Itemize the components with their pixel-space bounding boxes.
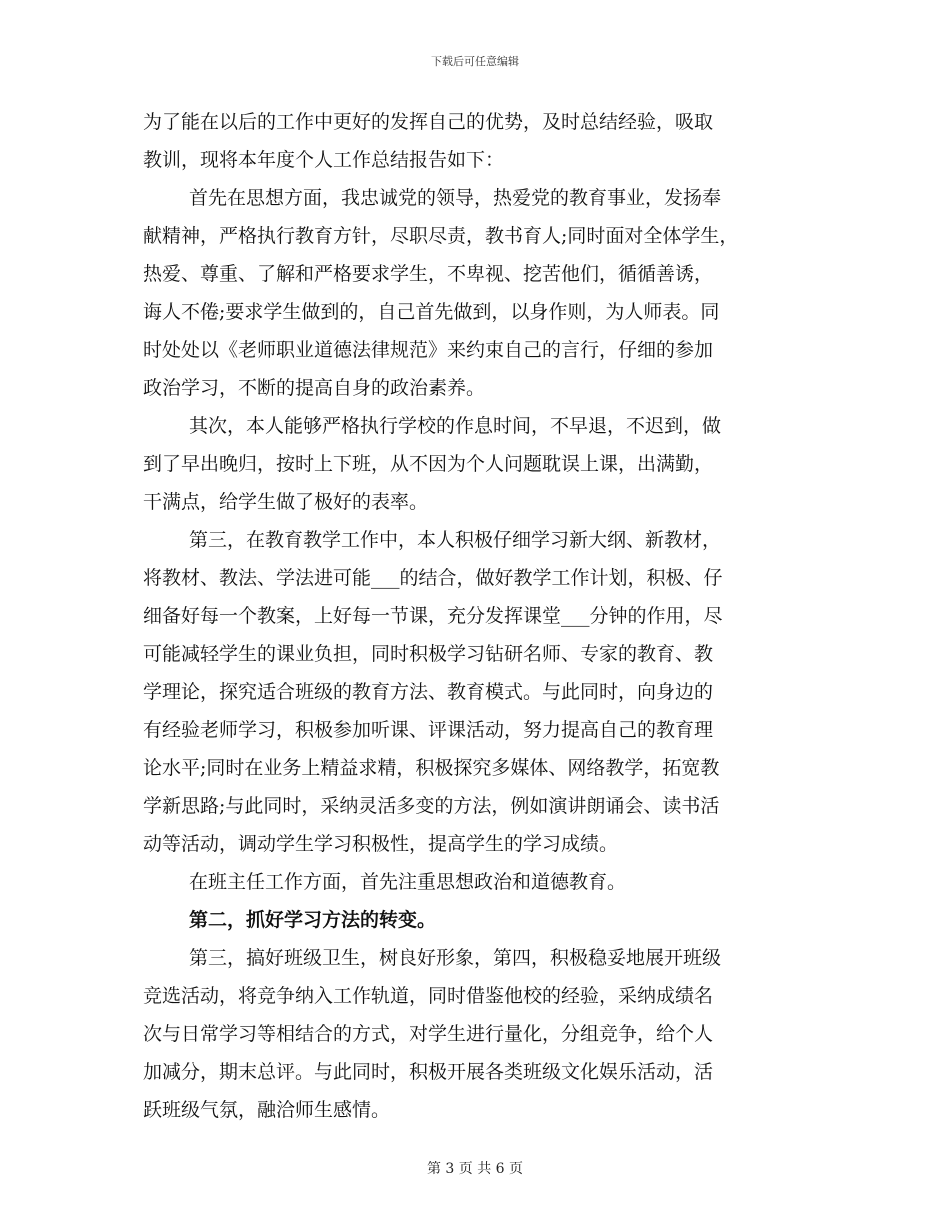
paragraph-start: 其次，本人能够严格执行学校的作息时间，不早退，不迟到，做 bbox=[189, 415, 722, 437]
paragraph-start: 在班主任工作方面，首先注重思想政治和道德教育。 bbox=[189, 871, 627, 893]
text-line: 政治学习，不断的提高自身的政治素养。 bbox=[143, 377, 486, 399]
paragraph-start: 第三，搞好班级卫生，树良好形象，第四，积极稳妥地展开班级 bbox=[189, 947, 722, 969]
paragraph-start: 首先在思想方面，我忠诚党的领导，热爱党的教育事业，发扬奉 bbox=[189, 187, 722, 209]
text-line: 教训，现将本年度个人工作总结报告如下： bbox=[143, 149, 505, 171]
section-heading: 第二，抓好学习方法的转变。 bbox=[189, 909, 437, 931]
text-line: 次与日常学习等相结合的方式，对学生进行量化，分组竞争，给个人 bbox=[143, 1023, 714, 1045]
text-line: 诲人不倦;要求学生做到的，自己首先做到，以身作则，为人师表。同 bbox=[143, 301, 720, 323]
page-header: 下载后可任意编辑 bbox=[431, 55, 519, 68]
text-line: 竞选活动，将竞争纳入工作轨道，同时借鉴他校的经验，采纳成绩名 bbox=[143, 985, 714, 1007]
text-line: 将教材、教法、学法进可能___的结合，做好教学工作计划，积极、仔 bbox=[143, 567, 723, 589]
page-footer: 第 3 页 共 6 页 bbox=[426, 1161, 524, 1177]
text-line: 跃班级气氛，融洽师生感情。 bbox=[143, 1099, 391, 1121]
text-line: 干满点，给学生做了极好的表率。 bbox=[143, 491, 429, 513]
document-body bbox=[143, 103, 823, 1129]
text-line: 时处处以《老师职业道德法律规范》来约束自己的言行，仔细的参加 bbox=[143, 339, 714, 361]
text-line: 论水平;同时在业务上精益求精，积极探究多媒体、网络教学，拓宽教 bbox=[143, 757, 720, 779]
paragraph-start: 第三，在教育教学工作中，本人积极仔细学习新大纲、新教材， bbox=[189, 529, 722, 551]
text-line: 加减分，期末总评。与此同时，积极开展各类班级文化娱乐活动，活 bbox=[143, 1061, 714, 1083]
text-line: 细备好每一个教案，上好每一节课，充分发挥课堂___分钟的作用，尽 bbox=[143, 605, 723, 627]
text-line: 动等活动，调动学生学习积极性，提高学生的学习成绩。 bbox=[143, 833, 619, 855]
text-line: 有经验老师学习，积极参加听课、评课活动，努力提高自己的教育理 bbox=[143, 719, 714, 741]
text-line: 学理论，探究适合班级的教育方法、教育模式。与此同时，向身边的 bbox=[143, 681, 714, 703]
text-line: 学新思路;与此同时，采纳灵活多变的方法，例如演讲朗诵会、读书活 bbox=[143, 795, 720, 817]
text-line: 为了能在以后的工作中更好的发挥自己的优势，及时总结经验，吸取 bbox=[143, 111, 714, 133]
text-line: 热爱、尊重、了解和严格要求学生，不卑视、挖苦他们，循循善诱， bbox=[143, 263, 714, 285]
text-line: 可能减轻学生的课业负担，同时积极学习钻研名师、专家的教育、教 bbox=[143, 643, 714, 665]
text-line: 到了早出晚归，按时上下班，从不因为个人问题耽误上课，出满勤， bbox=[143, 453, 714, 475]
text-line: 献精神，严格执行教育方针，尽职尽责，教书育人;同时面对全体学生， bbox=[143, 225, 739, 247]
